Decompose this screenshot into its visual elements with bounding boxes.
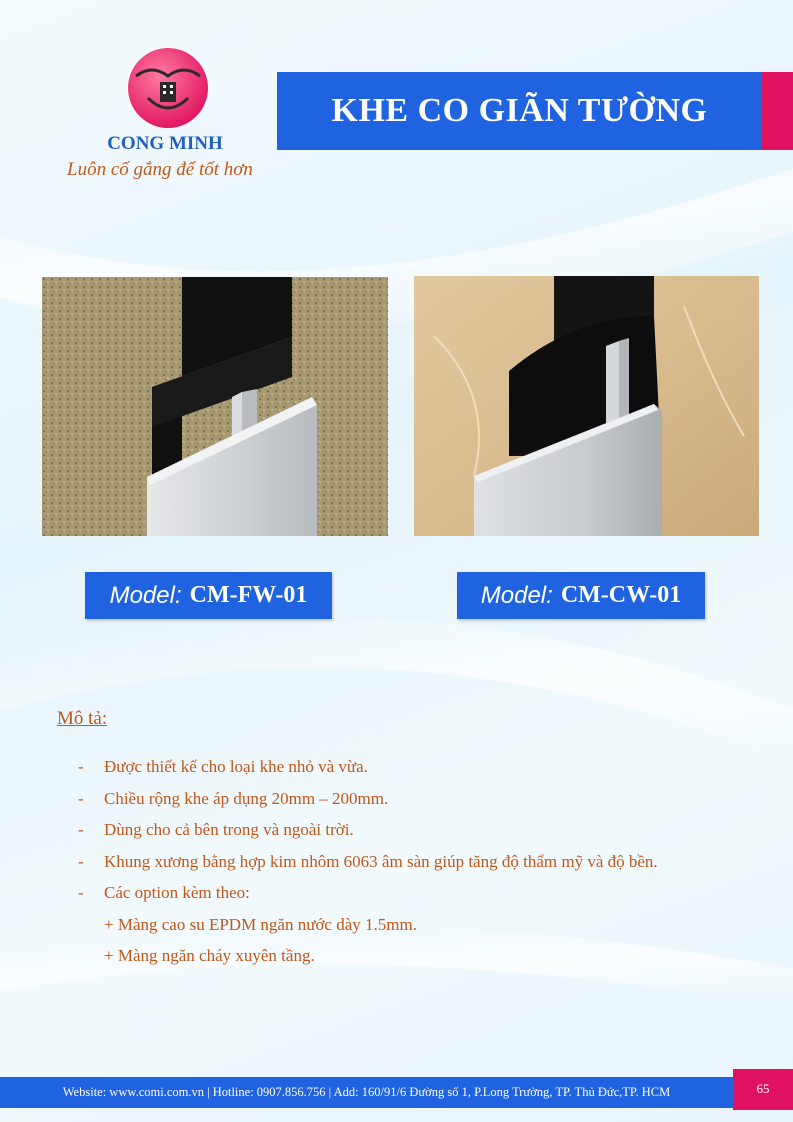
bullet-dash: - xyxy=(78,820,84,839)
list-item-text: Chiều rộng khe áp dụng 20mm – 200mm. xyxy=(104,788,389,808)
product-image-cm-fw-01 xyxy=(42,277,388,536)
bullet-dash: - xyxy=(78,851,84,871)
footer-contact-text: Website: www.comi.com.vn | Hotline: 0907.856.756 | Add: 160/91/6 Đường số 1, P.Long Trường, TP. Thủ Đức,TP. HCM xyxy=(62,1085,671,1099)
page-title-bar xyxy=(277,72,762,150)
model-prefix: Model: xyxy=(480,581,553,609)
list-item-text: Được thiết kế cho loại khe nhỏ và vừa. xyxy=(104,757,368,776)
product-image-cm-cw-01 xyxy=(414,276,759,536)
page-title: KHE CO GIÃN TƯỜNG xyxy=(331,92,708,129)
title-accent-bar xyxy=(762,72,793,150)
model-prefix: Model: xyxy=(109,581,182,609)
brand-logo xyxy=(126,46,210,130)
model-code: CM-FW-01 xyxy=(189,582,308,608)
description-heading: Mô tả: xyxy=(57,708,108,729)
brand-slogan: Luôn cố gắng để tốt hơn xyxy=(67,159,253,180)
list-item-text: Khung xương bằng hợp kim nhôm 6063 âm sàn giúp tăng độ thẩm mỹ và độ bền. xyxy=(104,851,658,871)
page-number: 65 xyxy=(733,1069,793,1110)
brand-name: CONG MINH xyxy=(107,133,223,154)
list-item-text: + Màng ngăn cháy xuyên tầng. xyxy=(104,946,315,965)
bullet-dash: - xyxy=(78,788,84,808)
list-item-text: Dùng cho cả bên trong và ngoài trời. xyxy=(104,820,354,839)
model-code: CM-CW-01 xyxy=(560,582,682,608)
model-label-1 xyxy=(85,572,332,619)
list-item-text: + Màng cao su EPDM ngăn nước dày 1.5mm. xyxy=(104,914,417,934)
list-item-text: Các option kèm theo: xyxy=(104,883,250,902)
model-label-2 xyxy=(457,572,705,619)
footer-bar xyxy=(0,1077,733,1108)
bullet-dash: - xyxy=(78,883,84,902)
bullet-dash: - xyxy=(78,757,84,776)
